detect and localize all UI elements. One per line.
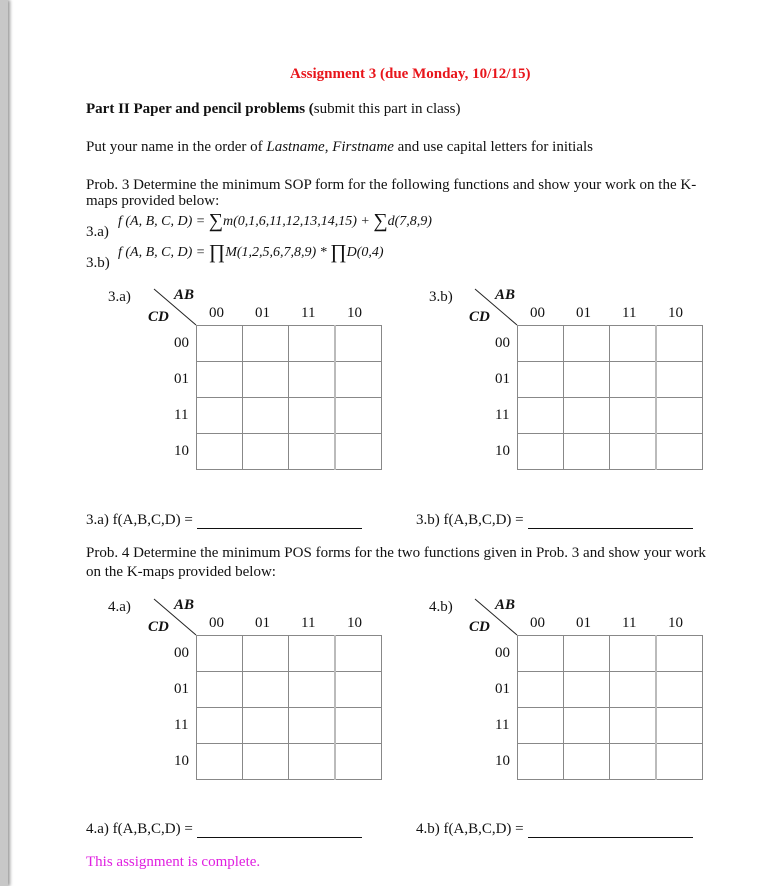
kmap-cell[interactable] [564,362,610,398]
row-header: 01 [174,371,189,387]
answer-blank[interactable] [528,514,693,529]
kmap-cell[interactable] [289,434,336,470]
part-note: submit this part in class) [313,101,461,117]
kmap-cell[interactable] [289,708,336,744]
kmap-cell[interactable] [564,636,610,672]
kmap-cell[interactable] [335,398,382,434]
kmap-cell[interactable] [243,744,289,780]
kmap-cell[interactable] [243,636,289,672]
kmap-cell[interactable] [610,326,657,362]
kmap-cell[interactable] [335,744,382,780]
answer-label: 3.b) f(A,B,C,D) = [416,512,524,528]
answer-blank[interactable] [197,514,362,529]
assignment-title: Assignment 3 (due Monday, 10/12/15) [290,66,531,82]
kmap-cell[interactable] [610,708,657,744]
row-header: 01 [495,681,510,697]
eq-b-label: 3.b) [86,255,110,271]
name-instruction [86,139,593,156]
answer-4b[interactable] [416,821,693,838]
kmap-cell[interactable] [197,672,243,708]
eq-a-label: 3.a) [86,224,109,240]
ab-label: AB [495,287,516,303]
completion-note: This assignment is complete. [86,854,261,870]
kmap-cell[interactable] [564,434,610,470]
cd-label: CD [469,309,490,325]
instr-text-2: and use capital letters for initials [393,139,593,155]
cd-label: CD [148,619,169,635]
prob4-line1: Prob. 4 Determine the minimum POS forms for the two functions given in Prob. 3 and show your work [86,545,706,561]
kmap-cell[interactable] [289,636,336,672]
kmap-cell[interactable] [197,744,243,780]
kmap-cell[interactable] [197,708,243,744]
prob3-line1: Prob. 3 Determine the minimum SOP form for the following functions and show your work on the K- [86,177,697,193]
kmap-cell[interactable] [564,672,610,708]
kmap-cell[interactable] [656,636,703,672]
dont-cares: d(7,8,9) [387,214,432,229]
answer-3a[interactable] [86,512,362,529]
kmap-cell[interactable] [610,434,657,470]
kmap-cell[interactable] [197,398,243,434]
kmap-cell[interactable] [335,708,382,744]
answer-blank[interactable] [528,823,693,838]
product-symbol: ∏ [330,241,347,263]
cd-label: CD [469,619,490,635]
kmap-cell[interactable] [243,708,289,744]
minterms: m(0,1,6,11,12,13,14,15) + [222,214,374,229]
kmap-cell[interactable] [564,744,610,780]
kmap-cell[interactable] [518,398,564,434]
row-header: 11 [174,407,189,423]
kmap-cell[interactable] [656,708,703,744]
prob3-line2: maps provided below: [86,193,220,209]
column-header: 00 [209,615,224,631]
answer-blank[interactable] [197,823,362,838]
kmap-cell[interactable] [656,672,703,708]
kmap-cell[interactable] [518,708,564,744]
column-header: 11 [301,615,316,631]
kmap-cell[interactable] [335,362,382,398]
kmap-cell[interactable] [518,326,564,362]
kmap-cell[interactable] [656,398,703,434]
kmap-cell[interactable] [289,744,336,780]
kmap-grid [196,325,382,470]
kmap-cell[interactable] [518,636,564,672]
cd-label: CD [148,309,169,325]
row-header: 11 [495,717,510,733]
kmap-label: 3.b) [429,289,453,305]
answer-3b[interactable] [416,512,693,529]
kmap-cell[interactable] [335,672,382,708]
kmap-cell[interactable] [610,362,657,398]
kmap-cell[interactable] [564,708,610,744]
kmap-cell[interactable] [518,744,564,780]
kmap-cell[interactable] [518,362,564,398]
column-header: 11 [622,305,637,321]
kmap-4b [417,595,737,785]
row-header: 10 [495,443,510,459]
kmap-grid [196,635,382,780]
answer-4a[interactable] [86,821,362,838]
kmap-cell[interactable] [518,672,564,708]
equation-3a [118,210,432,232]
row-header: 10 [495,753,510,769]
maxterms: M(1,2,5,6,7,8,9) * [225,245,331,260]
column-header: 01 [576,305,591,321]
kmap-label: 4.a) [108,599,131,615]
kmap-cell[interactable] [564,326,610,362]
kmap-cell[interactable] [656,326,703,362]
kmap-cell[interactable] [335,326,382,362]
part-heading-bold: Part II Paper and pencil problems ( [86,101,314,117]
row-header: 01 [174,681,189,697]
instr-lastname: Lastname [266,139,325,155]
kmap-cell[interactable] [610,636,657,672]
kmap-cell[interactable] [197,636,243,672]
kmap-cell[interactable] [197,434,243,470]
eq-lhs: f (A, B, C, D) = [118,245,209,260]
answer-label: 3.a) f(A,B,C,D) = [86,512,193,528]
column-header: 01 [255,305,270,321]
row-header: 00 [174,335,189,351]
kmap-cell[interactable] [610,672,657,708]
column-header: 11 [622,615,637,631]
column-header: 00 [530,615,545,631]
column-header: 10 [347,305,362,321]
kmap-cell[interactable] [243,398,289,434]
dont-cares: D(0,4) [346,245,384,260]
column-header: 10 [347,615,362,631]
column-header: 11 [301,305,316,321]
instr-text: Put your name in the order of [86,139,267,155]
row-header: 01 [495,371,510,387]
row-header: 00 [174,645,189,661]
kmap-cell[interactable] [197,362,243,398]
eq-lhs: f (A, B, C, D) = [118,214,209,229]
kmap-cell[interactable] [335,636,382,672]
kmap-3a [96,285,416,475]
kmap-cell[interactable] [197,326,243,362]
kmap-cell[interactable] [243,326,289,362]
kmap-4a [96,595,416,785]
page-edge [0,0,8,886]
product-symbol: ∏ [208,241,226,263]
column-header: 00 [209,305,224,321]
column-header: 01 [255,615,270,631]
kmap-cell[interactable] [656,744,703,780]
equation-3b [118,241,384,263]
answer-label: 4.a) f(A,B,C,D) = [86,821,193,837]
kmap-cell[interactable] [610,398,657,434]
kmap-cell[interactable] [564,398,610,434]
ab-label: AB [174,287,195,303]
instr-firstname: Firstname [332,139,394,155]
kmap-grid [517,325,703,470]
kmap-cell[interactable] [243,362,289,398]
column-header: 00 [530,305,545,321]
row-header: 10 [174,443,189,459]
kmap-3b [417,285,737,475]
kmap-cell[interactable] [518,434,564,470]
column-header: 01 [576,615,591,631]
ab-label: AB [495,597,516,613]
row-header: 00 [495,645,510,661]
kmap-cell[interactable] [289,326,336,362]
kmap-cell[interactable] [243,434,289,470]
row-header: 00 [495,335,510,351]
ab-label: AB [174,597,195,613]
kmap-cell[interactable] [289,362,336,398]
sum-symbol: ∑ [373,210,388,232]
column-header: 10 [668,615,683,631]
row-header: 10 [174,753,189,769]
kmap-cell[interactable] [335,434,382,470]
prob4-line2: on the K-maps provided below: [86,564,276,580]
row-header: 11 [495,407,510,423]
part-heading [86,101,460,118]
instr-comma: , [324,139,333,155]
kmap-cell[interactable] [656,434,703,470]
kmap-label: 3.a) [108,289,131,305]
kmap-label: 4.b) [429,599,453,615]
kmap-grid [517,635,703,780]
kmap-cell[interactable] [289,398,336,434]
answer-label: 4.b) f(A,B,C,D) = [416,821,524,837]
kmap-cell[interactable] [656,362,703,398]
kmap-cell[interactable] [610,744,657,780]
kmap-cell[interactable] [243,672,289,708]
sum-symbol: ∑ [208,210,223,232]
kmap-cell[interactable] [289,672,336,708]
column-header: 10 [668,305,683,321]
row-header: 11 [174,717,189,733]
